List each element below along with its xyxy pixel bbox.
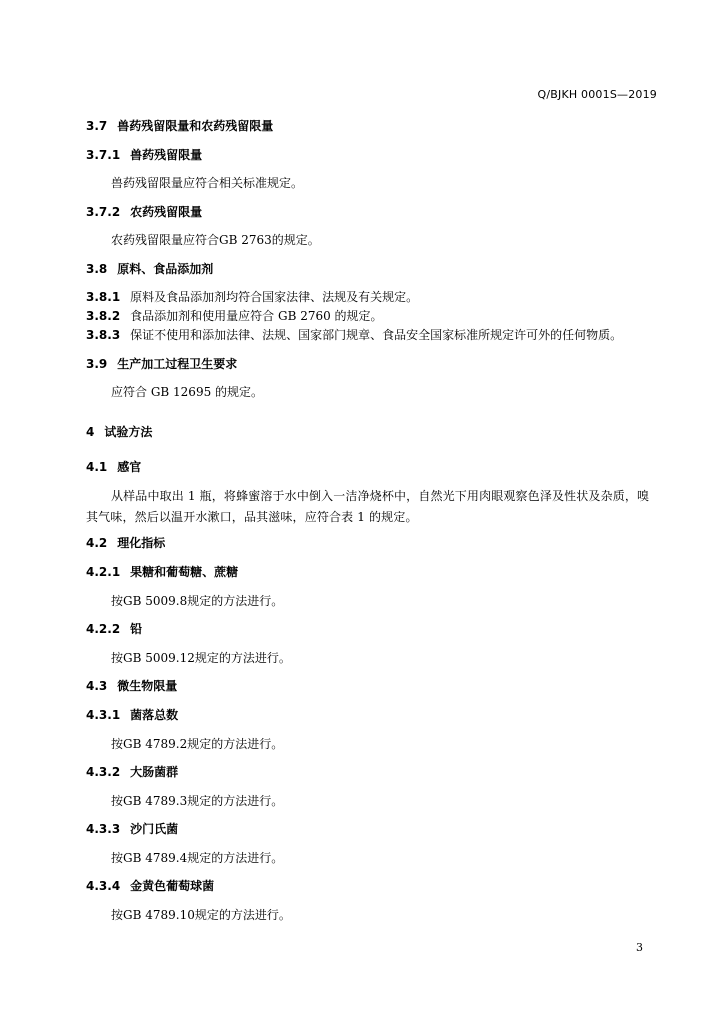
section-number: 4.2.1 (86, 565, 121, 579)
paragraph-4-3-4: 按GB 4789.10规定的方法进行。 (111, 908, 291, 922)
section-title: 菌落总数 (130, 708, 179, 722)
section-title: 感官 (117, 460, 142, 474)
section-heading-3-9 (86, 357, 237, 371)
section-title: 铅 (130, 622, 143, 636)
section-title: 农药残留限量 (130, 205, 203, 219)
section-title: 兽药残留限量和农药残留限量 (117, 119, 274, 133)
section-heading-4-3 (86, 679, 177, 693)
section-heading-3-7-1 (86, 148, 202, 162)
page-number: 3 (636, 941, 643, 954)
paragraph-4-2-1: 按GB 5009.8规定的方法进行。 (111, 594, 284, 608)
section-heading-3-7 (86, 119, 273, 133)
section-heading-4-2 (86, 536, 165, 550)
paragraph-4-3-3: 按GB 4789.4规定的方法进行。 (111, 851, 284, 865)
section-title: 生产加工过程卫生要求 (117, 357, 238, 371)
section-title: 果糖和葡萄糖、蔗糖 (130, 565, 239, 579)
paragraph-4-3-2: 按GB 4789.3规定的方法进行。 (111, 794, 284, 808)
section-number: 3.8 (86, 262, 108, 276)
section-number: 4.2 (86, 536, 108, 550)
section-title: 微生物限量 (117, 679, 178, 693)
section-number: 4.1 (86, 460, 108, 474)
paragraph-4-3-1: 按GB 4789.2规定的方法进行。 (111, 737, 284, 751)
section-title: 原料、食品添加剂 (117, 262, 214, 276)
section-title: 金黄色葡萄球菌 (130, 879, 215, 893)
clause-text: 原料及食品添加剂均符合国家法律、法规及有关规定。 (130, 290, 419, 304)
section-number: 3.7.1 (86, 148, 121, 162)
section-number: 4.3.1 (86, 708, 121, 722)
section-number: 3.7.2 (86, 205, 121, 219)
section-title: 大肠菌群 (130, 765, 179, 779)
section-heading-4-2-1 (86, 565, 238, 579)
section-number: 4.3.3 (86, 822, 121, 836)
section-heading-3-7-2 (86, 205, 202, 219)
clause-3-8-3 (86, 328, 622, 342)
section-number: 4.3.4 (86, 879, 121, 893)
section-heading-4-3-1 (86, 708, 178, 722)
paragraph-4-1: 从样品中取出 1 瓶，将蜂蜜溶于水中倒入一洁净烧杯中，自然光下用肉眼观察色泽及性状及杂质，嗅其气味，然后以温开水漱口，品其滋味，应符合表 1 的规定。 (86, 489, 650, 524)
clause-number: 3.8.3 (86, 328, 121, 342)
paragraph-4-2-2: 按GB 5009.12规定的方法进行。 (111, 651, 291, 665)
section-heading-4-1 (86, 460, 141, 474)
section-number: 4.2.2 (86, 622, 121, 636)
paragraph-3-7-1: 兽药残留限量应符合相关标准规定。 (111, 176, 304, 190)
chapter-heading-4 (86, 425, 152, 439)
section-number: 3.7 (86, 119, 108, 133)
section-heading-4-3-3 (86, 822, 178, 836)
section-heading-4-3-2 (86, 765, 178, 779)
section-title: 理化指标 (117, 536, 166, 550)
section-title: 试验方法 (104, 425, 153, 439)
section-heading-4-2-2 (86, 622, 142, 636)
section-title: 兽药残留限量 (130, 148, 203, 162)
section-heading-3-8 (86, 262, 213, 276)
paragraph-3-7-2: 农药残留限量应符合GB 2763的规定。 (111, 233, 320, 247)
section-title: 沙门氏菌 (130, 822, 179, 836)
clause-number: 3.8.1 (86, 290, 121, 304)
clause-3-8-2 (86, 309, 383, 323)
clause-3-8-1 (86, 290, 418, 304)
section-heading-4-3-4 (86, 879, 214, 893)
paragraph-3-9: 应符合 GB 12695 的规定。 (111, 385, 264, 399)
section-number: 3.9 (86, 357, 108, 371)
section-number: 4.3 (86, 679, 108, 693)
document-code: Q/BJKH 0001S—2019 (537, 88, 657, 101)
clause-text: 保证不使用和添加法律、法规、国家部门规章、食品安全国家标准所规定许可外的任何物质。 (130, 328, 623, 342)
section-number: 4 (86, 425, 95, 439)
clause-text: 食品添加剂和使用量应符合 GB 2760 的规定。 (130, 309, 383, 323)
clause-number: 3.8.2 (86, 309, 121, 323)
section-number: 4.3.2 (86, 765, 121, 779)
